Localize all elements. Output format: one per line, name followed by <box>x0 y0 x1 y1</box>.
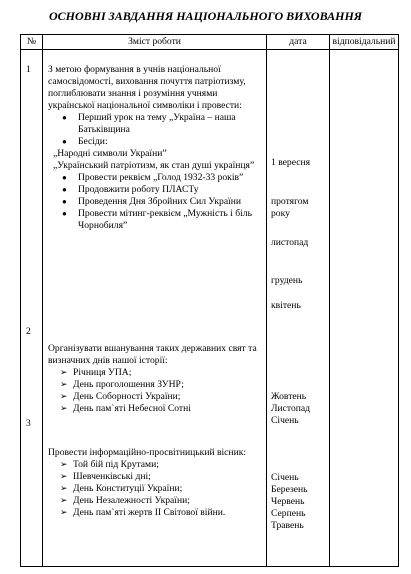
date-item: Березень <box>271 484 308 495</box>
responsible-cell <box>330 50 399 567</box>
header-responsible: відповідальний <box>330 35 399 50</box>
list-item: ● Провести реквієм „Голод 1932-33 років” <box>48 172 260 184</box>
talk-item: „Український патріотизм, як стан душі українця” <box>53 160 255 171</box>
table-header-row <box>21 35 399 50</box>
section-2 <box>48 343 260 415</box>
section-2-list <box>48 367 260 415</box>
number-cell <box>21 50 43 567</box>
list-item: ● Провести мітинг-реквієм „Мужність і біль Чорнобиля” <box>48 208 260 232</box>
list-item: ➢ День пам`яті жертв ІІ Світової війни. <box>48 507 260 519</box>
list-item: ➢ День проголошення ЗУНР; <box>48 379 260 391</box>
section-3-dates <box>271 472 308 532</box>
section-2-intro: Організувати вшанування таких державних свят та визначних днів нашої історії: <box>48 343 257 366</box>
header-content: Зміст роботи <box>43 35 267 50</box>
section-1-list-rest <box>48 172 260 232</box>
date-item: Січень <box>271 472 299 483</box>
list-item: ● Перший урок на тему „Україна – наша Батьківщина <box>48 112 260 136</box>
list-item: ➢ День Конституції України; <box>48 483 260 495</box>
date-item: Червень <box>271 496 305 507</box>
date-item: Січень <box>271 415 299 426</box>
table-row <box>21 50 399 567</box>
section-3-intro: Провести інформаційно-просвітницький вісник: <box>48 447 247 458</box>
date-talks-line: року <box>271 208 290 219</box>
list-item: ➢ День пам`яті Небесної Сотні <box>48 403 260 415</box>
list-item: ➢ Річниця УПА; <box>48 367 260 379</box>
section-1-intro: З метою формування в учнів національної самосвідомості, виховання почуття патріотизму, поглиблювати знання і розуміння учнями української національної символіки і провести: <box>48 64 246 111</box>
header-date: дата <box>267 35 330 50</box>
list-item: ● Бесіди: <box>48 136 260 148</box>
list-item: ➢ Шевченківські дні; <box>48 471 260 483</box>
date-chornobyl: квітень <box>271 300 301 311</box>
talk-item: „Народні символи України” <box>53 148 167 159</box>
content-cell <box>43 50 267 567</box>
date-requiem: листопад <box>271 237 309 248</box>
row-number-1: 1 <box>26 64 31 75</box>
education-plan-table <box>20 34 399 567</box>
date-item: Листопад <box>271 403 311 414</box>
list-item: ➢ День Соборності України; <box>48 391 260 403</box>
date-first-lesson: 1 вересня <box>271 157 311 168</box>
list-item: ➢ Той бій під Крутами; <box>48 459 260 471</box>
row-number-3: 3 <box>26 418 31 429</box>
page-title: ОСНОВНІ ЗАВДАННЯ НАЦІОНАЛЬНОГО ВИХОВАННЯ <box>48 9 363 23</box>
header-number: № <box>21 35 43 50</box>
list-item: ➢ День Незалежності України; <box>48 495 260 507</box>
date-talks <box>271 196 308 220</box>
section-1 <box>48 64 260 232</box>
date-item: Жовтень <box>271 391 307 402</box>
date-item: Травень <box>271 520 304 531</box>
list-item: ● Продовжити роботу ПЛАСТу <box>48 184 260 196</box>
date-item: Серпень <box>271 508 306 519</box>
date-armed-forces: грудень <box>271 275 303 286</box>
section-3-list <box>48 459 260 519</box>
date-talks-line: протягом <box>271 196 309 207</box>
row-number-2: 2 <box>26 326 31 337</box>
section-1-list <box>48 112 260 148</box>
list-item: ● Проведення Дня Збройних Сил України <box>48 196 260 208</box>
section-3 <box>48 447 260 519</box>
date-cell <box>267 50 330 567</box>
section-2-dates <box>271 391 310 427</box>
